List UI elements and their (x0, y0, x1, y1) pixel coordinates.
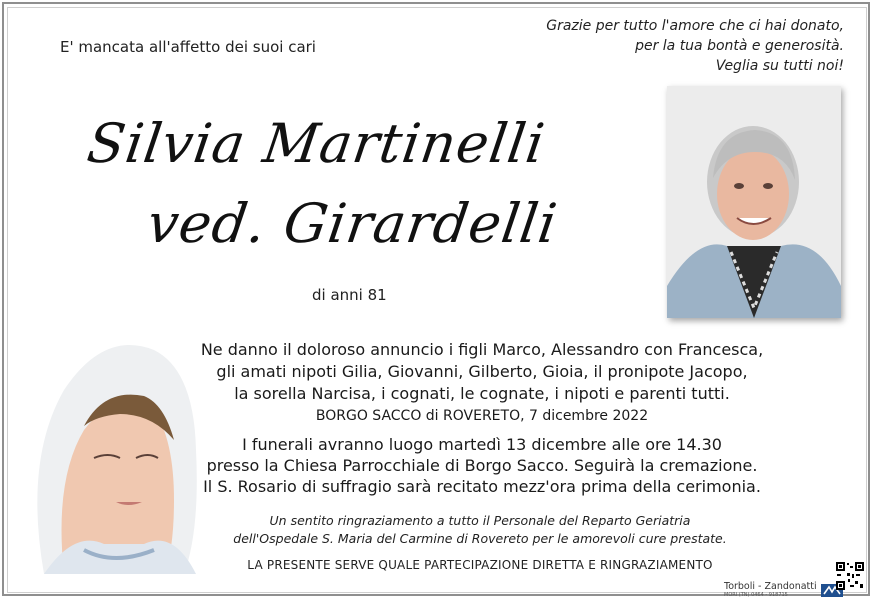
quote-line: per la tua bontà e generosità. (635, 38, 844, 54)
participation-notice: LA PRESENTE SERVE QUALE PARTECIPAZIONE DIRETTA E RINGRAZIAMENTO (247, 558, 713, 572)
deceased-name: Silvia Martinelli (83, 112, 549, 175)
announcement-line: Ne danno il doloroso annuncio i figli Marco, Alessandro con Francesca, (200, 340, 764, 359)
portrait-photo (667, 86, 841, 318)
place-date: BORGO SACCO di ROVERETO, 7 dicembre 2022 (315, 408, 649, 424)
qr-code-icon[interactable] (836, 562, 864, 590)
deceased-age: di anni 81 (312, 286, 387, 304)
agency-contact: MORI (TN) 0464 - 918715 (724, 592, 788, 598)
thanks-line: Un sentito ringraziamento a tutto il Personale del Reparto Geriatria (269, 513, 691, 528)
thanks-block (180, 512, 780, 548)
quote-line: Grazie per tutto l'amore che ci hai donato, (546, 18, 844, 34)
funeral-line: I funerali avranno luogo martedì 13 dicembre alle ore 14.30 (242, 435, 722, 454)
intro-text: E' mancata all'affetto dei suoi cari (60, 38, 316, 56)
quote-line: Veglia su tutti noi! (715, 58, 844, 74)
announcement-line: la sorella Narcisa, i cognati, le cognate, i nipoti e parenti tutti. (234, 384, 730, 403)
funeral-line: Il S. Rosario di suffragio sarà recitato mezz'ora prima della cerimonia. (203, 477, 761, 496)
funeral-block (192, 434, 772, 497)
announcement-block (192, 339, 772, 405)
quote-block (524, 16, 844, 76)
deceased-married-name: ved. Girardelli (143, 192, 562, 255)
agency-name: Torboli - Zandonatti (724, 581, 817, 592)
funeral-line: presso la Chiesa Parrocchiale di Borgo Sacco. Seguirà la cremazione. (206, 456, 758, 475)
announcement-line: gli amati nipoti Gilia, Giovanni, Gilberto, Gioia, il pronipote Jacopo, (216, 362, 748, 381)
agency-logo (724, 582, 843, 598)
thanks-line: dell'Ospedale S. Maria del Carmine di Rovereto per le amorevoli cure prestate. (233, 531, 727, 546)
